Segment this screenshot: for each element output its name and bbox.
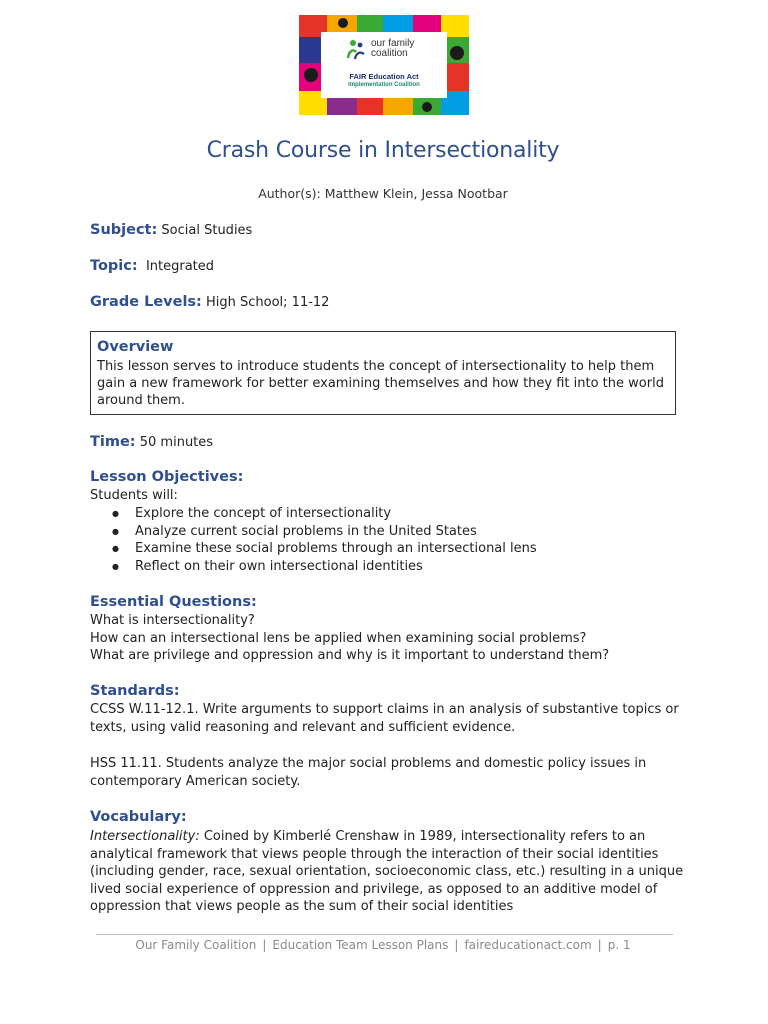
standard-ccss (90, 701, 679, 736)
objective-item: ● Analyze current social problems in the United States (90, 523, 537, 541)
vocabulary-line: (including gender, race, sexual orientation, socioeconomic class, etc.) resulting in a unique (90, 864, 684, 879)
overview-box (90, 331, 676, 415)
subject-field (90, 222, 252, 238)
standard-line: texts, using valid reasoning and relevant and sufficient evidence. (90, 719, 516, 735)
time-label: Time: (90, 434, 136, 450)
vocabulary-line: lived social experience of oppression and privilege, as opposed to an additive model of (90, 881, 658, 897)
questions-heading: Essential Questions: (90, 594, 257, 610)
vocabulary-first-line-rest: Coined by Kimberlé Crenshaw in 1989, intersectionality refers to an (199, 829, 646, 844)
topic-field (90, 258, 214, 274)
vocabulary-line: analytical framework that views people through the interaction of their social identities (90, 846, 659, 862)
logo (299, 15, 469, 115)
footer-org: Our Family Coalition (135, 938, 257, 952)
objectives-intro: Students will: (90, 488, 178, 503)
footer-separator: | (597, 938, 602, 952)
page-footer (0, 938, 766, 952)
objectives-list (90, 505, 537, 576)
logo-line1: our family (371, 38, 415, 49)
logo-line2: coalition (371, 48, 408, 59)
footer-site[interactable]: faireducationact.com (464, 938, 592, 952)
objectives-heading: Lesson Objectives: (90, 469, 244, 485)
time-field (90, 434, 213, 450)
time-value: 50 minutes (139, 435, 214, 450)
grade-label: Grade Levels: (90, 294, 202, 310)
logo-implementation: Implementation Coalition (348, 82, 420, 88)
vocabulary-heading: Vocabulary: (90, 809, 187, 825)
objective-item: ● Examine these social problems through an intersectional lens (90, 540, 537, 558)
vocabulary-first-line (90, 828, 683, 846)
standard-line: HSS 11.11. Students analyze the major social problems and domestic policy issues in (90, 756, 647, 771)
overview-text: This lesson serves to introduce students the concept of intersectionality to help them gain a new framework for better examining themselves and how they fit into the world around them. (97, 359, 664, 408)
overview-heading: Overview (97, 339, 174, 355)
vocabulary-term: Intersectionality: (90, 829, 200, 844)
page-title: Crash Course in Intersectionality (206, 138, 560, 163)
subject-value: Social Studies (161, 223, 253, 238)
question-item: What is intersectionality? (90, 613, 255, 628)
footer-divider (96, 934, 673, 935)
footer-series: Education Team Lesson Plans (272, 938, 449, 952)
topic-value: Integrated (145, 259, 215, 274)
vocabulary-line: oppression that views people as the sum of their social identities (90, 899, 514, 914)
topic-label: Topic: (90, 258, 138, 274)
standard-line: CCSS W.11-12.1. Write arguments to support claims in an analysis of substantive topics or (90, 702, 679, 717)
logo-act: FAIR Education Act (349, 72, 419, 81)
grade-field (90, 294, 329, 310)
question-item: What are privilege and oppression and why is it important to understand them? (90, 648, 610, 663)
family-figures-icon (345, 38, 369, 62)
standards-heading: Standards: (90, 683, 180, 699)
vocabulary-definition (90, 828, 683, 916)
logo-card (321, 32, 447, 98)
objective-item: ● Reflect on their own intersectional identities (90, 558, 537, 576)
questions-list (90, 612, 609, 665)
footer-separator: | (262, 938, 267, 952)
grade-value: High School; 11-12 (206, 295, 330, 310)
subject-label: Subject: (90, 222, 158, 238)
logo-wordmark (371, 39, 445, 59)
standard-hss (90, 755, 646, 790)
footer-page-number: p. 1 (607, 938, 631, 952)
footer-separator: | (454, 938, 459, 952)
standard-line: contemporary American society. (90, 773, 301, 789)
question-item: How can an intersectional lens be applied when examining social problems? (90, 630, 587, 646)
objective-item: ● Explore the concept of intersectionality (90, 505, 537, 523)
authors: Author(s): Matthew Klein, Jessa Nootbar (258, 186, 508, 201)
